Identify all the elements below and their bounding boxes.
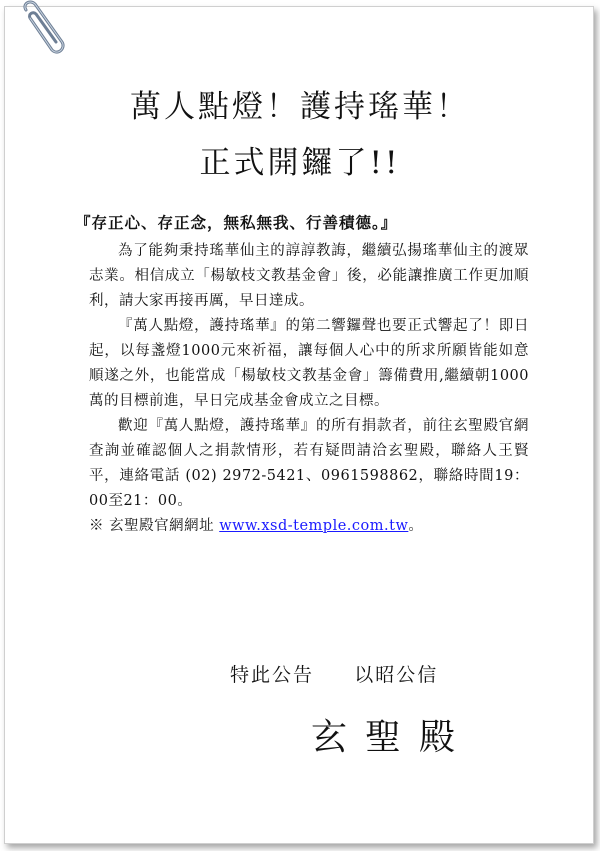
title-line-1: 萬人點燈！護持瑤華！ — [130, 89, 470, 125]
website-link[interactable]: www.xsd-temple.com.tw — [219, 518, 409, 534]
paragraph-1: 為了能夠秉持瑤華仙主的諄諄教誨，繼續弘揚瑤華仙主的渡眾志業。相信成立「楊敏枝文教基金會」後，必能讓推廣工作更加順利，請大家再接再厲，早日達成。 — [89, 243, 529, 309]
closing-statement: 特此公告 以昭公信 — [230, 664, 439, 686]
website-prefix: ※ 玄聖殿官網網址 — [89, 518, 220, 534]
paperclip-icon — [20, 0, 66, 58]
website-suffix: 。 — [408, 518, 424, 534]
title-line-2: 正式開鑼了!! — [199, 145, 401, 181]
paragraph-3: 歡迎『萬人點燈，護持瑤華』的所有捐款者，前往玄聖殿官網查詢並確認個人之捐款情形，若有疑問請洽玄聖殿，聯絡人王賢平，連絡電話 (02) 2972-5421、0961598862，聯絡時間19：00至21：00。 — [89, 418, 529, 509]
motto: 『存正心、存正念，無私無我、行善積德。』 — [75, 213, 398, 232]
notice-body — [75, 210, 529, 539]
website-note — [89, 514, 529, 539]
paragraph-2: 『萬人點燈，護持瑤華』的第二響鑼聲也要正式響起了！即日起，以每盞燈1000元來祈福，讓每個人心中的所求所願皆能如意順遂之外，也能當成「楊敏枝文教基金會」籌備費用,繼續朝1000萬的目標前進，早日完成基金會成立之目標。 — [89, 318, 529, 409]
signature: 玄聖殿 — [311, 717, 474, 758]
